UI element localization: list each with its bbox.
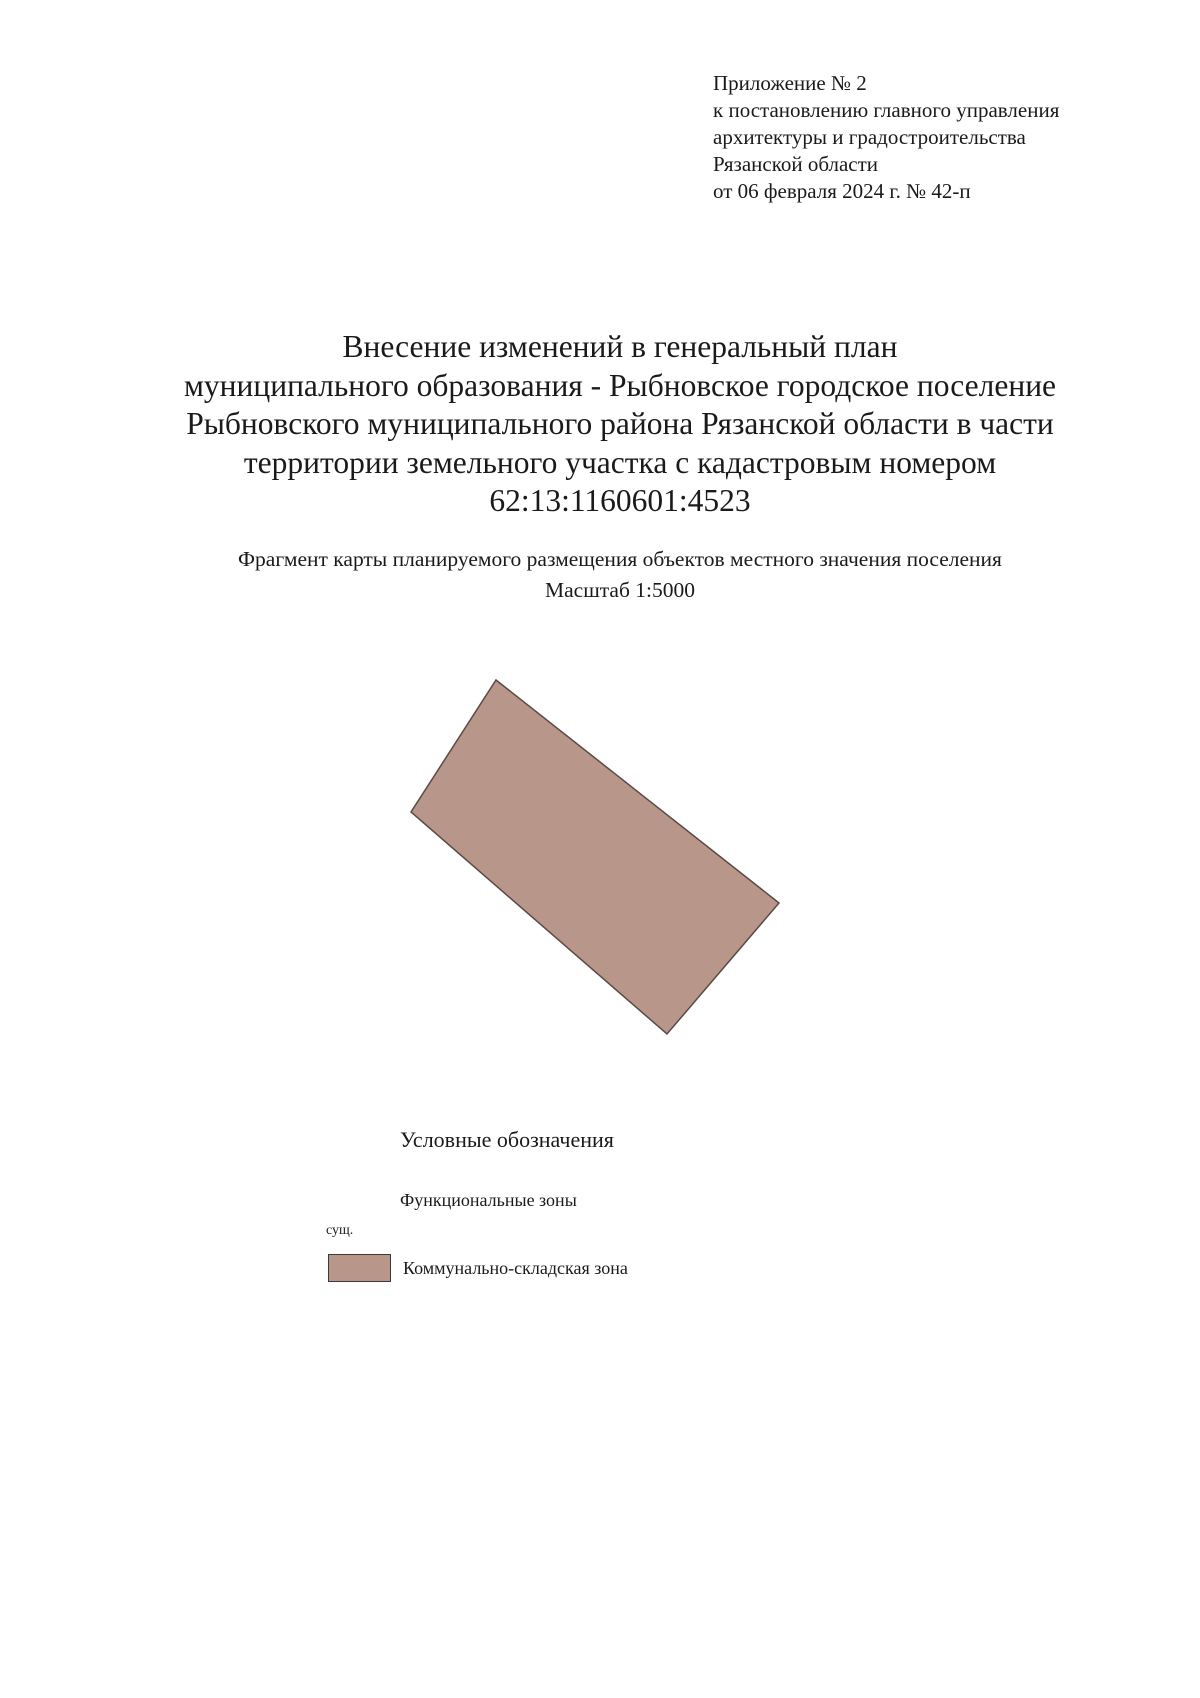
- map-name: Фрагмент карты планируемого размещения объектов местного значения поселения: [238, 547, 1002, 571]
- legend-title: Условные обозначения: [400, 1127, 614, 1152]
- map-subtitle: [60, 544, 1180, 606]
- title-line: Рыбновского муниципального района Рязанской области в части: [186, 406, 1054, 441]
- land-parcel: [411, 680, 779, 1034]
- appendix-line: архитектуры и градостроительства: [713, 125, 1026, 149]
- legend-group-label: Функциональные зоны: [400, 1190, 577, 1210]
- title-line: муниципального образования - Рыбновское городское поселение: [183, 367, 1057, 403]
- document-title: [60, 328, 1180, 521]
- title-line: Внесение изменений в генеральный план: [342, 329, 898, 364]
- map-scale: Масштаб 1:5000: [545, 578, 695, 602]
- legend-swatch: [328, 1254, 391, 1282]
- appendix-line: к постановлению главного управления: [713, 98, 1060, 122]
- legend-status-label: сущ.: [326, 1223, 354, 1238]
- cadastral-number: 62:13:1160601:4523: [489, 483, 751, 518]
- appendix-line: от 06 февраля 2024 г. № 42-п: [713, 179, 971, 203]
- title-line: территории земельного участка с кадастровым номером: [243, 444, 997, 480]
- legend-item: [328, 1254, 628, 1282]
- legend-item-label: Коммунально-складская зона: [403, 1258, 628, 1278]
- appendix-line: Приложение № 2: [713, 71, 867, 95]
- appendix-header: [713, 70, 1173, 205]
- appendix-line: Рязанской области: [713, 152, 879, 176]
